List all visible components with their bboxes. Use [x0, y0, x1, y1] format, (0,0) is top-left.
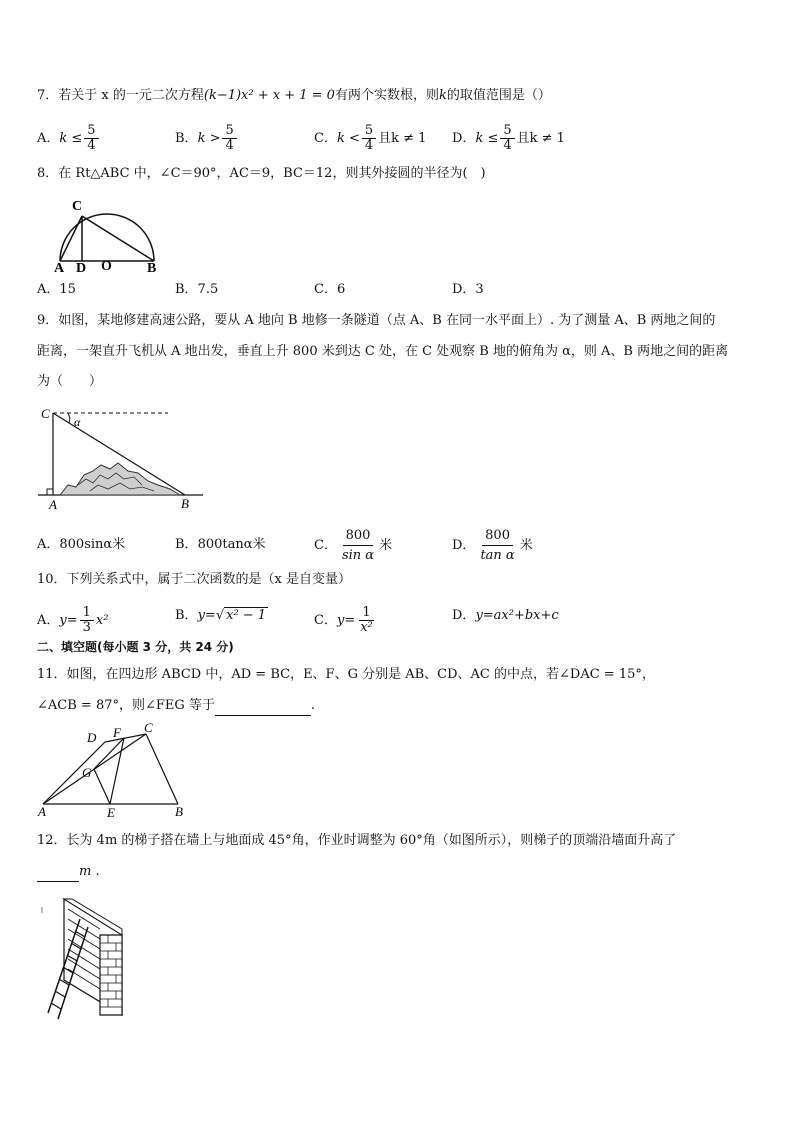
numerator: 5 [84, 124, 98, 139]
option-letter: A． [37, 537, 60, 552]
radicand: x² − 1 [226, 608, 267, 623]
numerator: 1 [359, 606, 373, 621]
label-a: A [49, 497, 57, 512]
segment-cb [82, 216, 154, 261]
label-a: A [54, 261, 65, 276]
q9-option-c[interactable] [314, 526, 392, 565]
fraction [477, 526, 517, 565]
label-o: O [101, 259, 112, 274]
fraction [80, 606, 94, 635]
option-letter: A． [37, 613, 60, 628]
q10-option-b[interactable] [175, 606, 268, 626]
q9-option-d[interactable] [452, 526, 533, 565]
option-tail: 且k ≠ 1 [378, 131, 427, 146]
segment-ac [60, 216, 82, 261]
option-letter: C． [314, 538, 337, 553]
denominator: x² [360, 620, 373, 635]
q8-figure-semicircle [50, 193, 190, 276]
q8-option-b[interactable]: B．7.5 [175, 282, 219, 297]
q10-option-d[interactable] [452, 606, 559, 626]
q7-option-b[interactable] [175, 124, 239, 153]
q12-line-1: 12．长为 4m 的梯子搭在墙上与地面成 45°角，作业时调整为 60°角（如图所示），则梯子的顶端沿墙面升高了 [37, 833, 677, 848]
fraction [362, 124, 376, 153]
option-relation: k < [336, 131, 360, 146]
semicircle-arc [60, 214, 154, 261]
q7-option-d[interactable] [452, 124, 565, 153]
label-c: C [72, 199, 83, 214]
option-unit: 米 [519, 538, 533, 553]
q8-option-c[interactable]: C．6 [314, 282, 346, 297]
denominator: sin α [341, 548, 375, 563]
side-bc [146, 734, 178, 804]
segment-ef [110, 738, 124, 804]
option-text: y=ax²+bx+c [475, 608, 559, 623]
q7-equation: (k−1)x² + x + 1 = 0 [203, 88, 335, 103]
numerator: 5 [222, 124, 236, 139]
option-letter: D． [452, 608, 476, 623]
q7-stem [37, 86, 551, 106]
numerator: 800 [343, 526, 374, 546]
option-letter: C． [314, 131, 337, 146]
q10-option-c[interactable] [314, 606, 378, 635]
option-tail: 且k ≠ 1 [516, 131, 565, 146]
denominator: 4 [503, 138, 512, 153]
denominator: 4 [225, 138, 234, 153]
q7-suffix: 有两个实数根，则 [334, 88, 439, 103]
numerator: 5 [362, 124, 376, 139]
q12-figure-ladder-wall [38, 895, 148, 1030]
label-alpha: α [74, 415, 81, 429]
option-letter: C． [314, 613, 337, 628]
option-pre: y= [59, 613, 78, 628]
option-letter: B． [175, 131, 198, 146]
fraction [339, 526, 377, 565]
denominator: 4 [87, 138, 96, 153]
numerator: 1 [80, 606, 94, 621]
q9-figure-helicopter [38, 405, 208, 510]
q9-option-b[interactable] [175, 535, 266, 555]
denominator: 4 [364, 138, 374, 153]
fraction [222, 124, 236, 153]
fraction [500, 124, 514, 153]
option-unit: 米 [379, 538, 393, 553]
q12-line-2-end: m . [79, 864, 100, 879]
q7-prefix: 7．若关于 x 的一元二次方程 [37, 88, 204, 103]
q11-line-2 [37, 696, 315, 716]
option-letter: D． [452, 131, 476, 146]
q11-line-1: 11．如图，在四边形 ABCD 中，AD = BC，E、F、G 分别是 AB、CD、AC 的中点，若∠DAC = 15°， [37, 667, 655, 682]
label-b: B [181, 496, 189, 511]
q7-k: k [438, 88, 447, 103]
mountain-shape [60, 463, 180, 495]
label-c: C [41, 406, 50, 421]
q12-line-2 [37, 862, 100, 882]
q11-figure-quadrilateral [38, 720, 198, 820]
label-b: B [147, 261, 157, 276]
q9-option-a[interactable] [37, 535, 125, 555]
option-relation: k ≤ [475, 131, 499, 146]
q11-line-2-text: ∠ACB = 87°，则∠FEG 等于 [37, 698, 215, 713]
label-f: F [113, 725, 121, 740]
q7-option-c[interactable] [314, 124, 426, 153]
label-e: E [107, 805, 115, 820]
fraction [357, 606, 376, 635]
q11-answer-blank[interactable] [215, 701, 311, 716]
denominator: 3 [82, 620, 91, 635]
option-letter: B． [175, 608, 198, 623]
option-pre: y= [336, 613, 356, 628]
option-text: 800tanα米 [197, 537, 266, 552]
option-letter: D． [452, 538, 476, 553]
option-text: 800sinα米 [59, 537, 126, 552]
q12-answer-blank[interactable] [37, 867, 79, 882]
q11-line-2-end: . [310, 698, 316, 713]
q10-stem: 10．下列关系式中，属于二次函数的是（x 是自变量） [37, 572, 352, 587]
denominator: tan α [480, 548, 515, 563]
label-g: G [82, 765, 92, 780]
option-relation: k ≤ [59, 131, 83, 146]
option-letter: A． [37, 131, 60, 146]
option-post: x² [95, 613, 109, 628]
sqrt-sign: √ [215, 608, 225, 623]
q8-stem: 8．在 Rt△ABC 中，∠C＝90°，AC＝9，BC＝12，则其外接圆的半径为( ) [37, 166, 486, 181]
q7-option-a[interactable] [37, 124, 101, 153]
q7-suffix2: 的取值范围是（） [446, 88, 551, 103]
label-d: D [87, 730, 97, 745]
option-pre: y= [197, 608, 216, 623]
section-heading-fill-in: 二、填空题(每小题 3 分，共 24 分) [37, 640, 234, 654]
label-c: C [144, 720, 153, 735]
segment-gf [94, 738, 124, 769]
angle-arc [68, 413, 70, 423]
label-a: A [38, 804, 46, 819]
fraction [84, 124, 98, 153]
q8-option-a[interactable]: A．15 [37, 282, 76, 297]
label-d: D [76, 261, 87, 276]
q10-option-a[interactable] [37, 606, 108, 635]
numerator: 800 [482, 526, 513, 546]
q9-line-1: 9．如图，某地修建高速公路，要从 A 地向 B 地修一条隧道（点 A、B 在同一水平面上）. 为了测量 A、B 两地之间的 [37, 313, 716, 328]
q9-line-3: 为（ ） [37, 374, 103, 389]
label-b: B [175, 804, 183, 819]
numerator: 5 [500, 124, 514, 139]
option-letter: B． [175, 537, 198, 552]
option-relation: k > [197, 131, 221, 146]
q8-option-d[interactable]: D．3 [452, 282, 484, 297]
q9-line-2: 距离，一架直升飞机从 A 地出发，垂直上升 800 米到达 C 处，在 C 处观察 B 地的俯角为 α，则 A、B 两地之间的距离 [37, 344, 729, 359]
segment-eg [94, 769, 110, 804]
right-angle-mark [47, 489, 53, 495]
